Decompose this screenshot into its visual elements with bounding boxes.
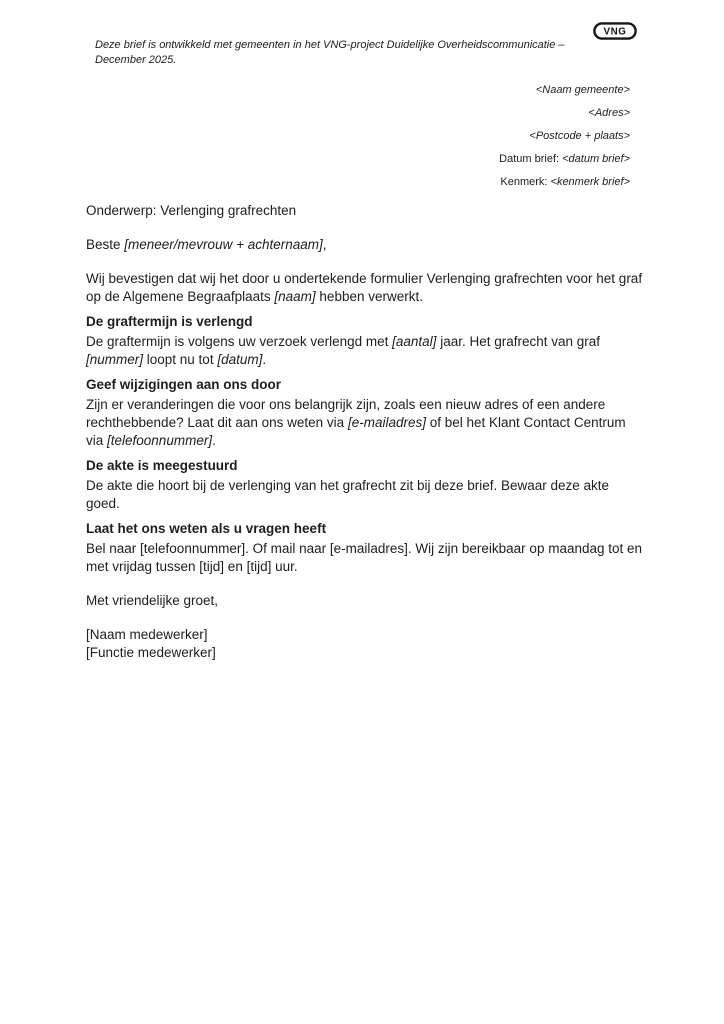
placeholder-text: [nummer]: [86, 352, 144, 367]
heading-graftermijn-verlengd: [86, 313, 646, 331]
text-run: [Functie medewerker]: [86, 645, 216, 660]
text-run: .: [262, 352, 267, 367]
letter-reference: [499, 175, 630, 190]
text-run: Onderwerp: Verlenging grafrechten: [86, 203, 297, 218]
placeholder-text: [aantal]: [392, 334, 437, 349]
disclaimer-note: Deze brief is ontwikkeld met gemeenten in het VNG-project Duidelijke Overheidscommunicatie – December 2025.: [95, 39, 565, 66]
text-run: Wij bevestigen dat wij het door u ondertekende formulier Verlenging grafrechten voor het graf op de Algemene Begraafplaats: [86, 271, 643, 304]
text-run: hebben verwerkt.: [315, 289, 423, 304]
letter-body: [86, 202, 646, 662]
text-run: De akte die hoort bij de verlenging van het grafrecht zit bij deze brief. Bewaar deze akte goed.: [86, 478, 610, 511]
text-run: Beste: [86, 237, 125, 252]
placeholder-text: <datum brief>: [562, 153, 630, 165]
placeholder-text: <Naam gemeente>: [535, 84, 630, 96]
text-run: ,: [322, 237, 327, 252]
placeholder-text: <Adres>: [588, 107, 630, 119]
paragraph-vragen: [86, 540, 646, 576]
text-run: [Naam medewerker]: [86, 627, 208, 642]
salutation: [86, 236, 646, 254]
placeholder-text: [datum]: [217, 352, 263, 367]
text-run: De graftermijn is volgens uw verzoek verlengd met: [86, 334, 393, 349]
text-run: Laat het ons weten als u vragen heeft: [86, 521, 327, 536]
text-run: De graftermijn is verlengd: [86, 314, 253, 329]
text-run: loopt nu tot: [143, 352, 218, 367]
text-run: .: [212, 433, 216, 448]
heading-vragen: [86, 520, 646, 538]
paragraph-akte-meegestuurd: [86, 477, 646, 513]
text-run: Kenmerk:: [500, 176, 551, 188]
signature-employee-role: [86, 644, 646, 662]
placeholder-text: <kenmerk brief>: [550, 176, 630, 188]
placeholder-text: [naam]: [274, 289, 316, 304]
paragraph-wijzigingen-doorgeven: [86, 396, 646, 450]
text-run: of bel het Klant Contact Centrum via: [86, 415, 626, 448]
paragraph-graftermijn-verlengd: [86, 333, 646, 369]
recipient-postcode-place: [499, 129, 630, 144]
closing-salutation: [86, 592, 646, 610]
recipient-address: [499, 106, 630, 121]
text-run: Geef wijzigingen aan ons door: [86, 377, 282, 392]
text-run: jaar. Het grafrecht van graf: [436, 334, 601, 349]
placeholder-text: [e-mailadres]: [347, 415, 426, 430]
letter-date: [499, 152, 630, 167]
text-run: Met vriendelijke groet,: [86, 593, 219, 608]
text-run: Zijn er veranderingen die voor ons belangrijk zijn, zoals een nieuw adres of een andere rechthebbende? Laat dit aan ons weten via: [86, 397, 606, 430]
vng-logo-text: VNG: [603, 26, 627, 38]
text-run: De akte is meegestuurd: [86, 458, 238, 473]
placeholder-text: <Postcode + plaats>: [529, 130, 630, 142]
signature-employee-name: [86, 626, 646, 644]
paragraph-confirmation: [86, 270, 646, 306]
placeholder-text: [telefoonnummer]: [107, 433, 213, 448]
text-run: Datum brief:: [499, 153, 563, 165]
placeholder-text: [meneer/mevrouw + achternaam]: [124, 237, 323, 252]
letter-meta-block: [499, 83, 630, 198]
text-run: Bel naar [telefoonnummer]. Of mail naar [e-mailadres]. Wij zijn bereikbaar op maandag tot en met vrijdag tussen [tijd] en [tijd] uur.: [86, 541, 643, 574]
recipient-municipality: [499, 83, 630, 98]
heading-akte-meegestuurd: [86, 457, 646, 475]
subject-line: [86, 202, 646, 220]
heading-wijzigingen-doorgeven: [86, 376, 646, 394]
